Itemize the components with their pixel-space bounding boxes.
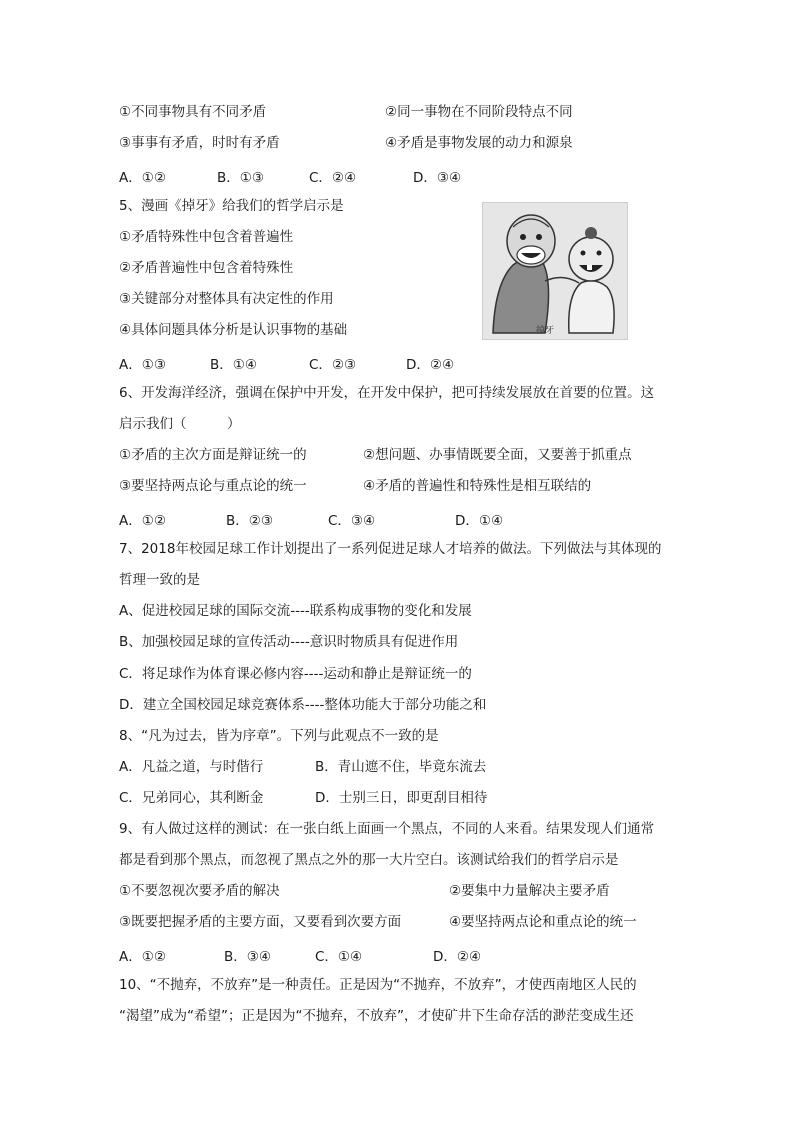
q6-stem-line-2: 启示我们（ ） (119, 416, 241, 432)
q6-option-d: D．①④ (455, 513, 504, 529)
q9-statement-1: ①不要忽视次要矛盾的解决 (119, 883, 280, 899)
q6-option-a: A．①② (119, 513, 166, 529)
q9-option-a: A．①② (119, 949, 166, 965)
q5-statement-4: ④具体问题具体分析是认识事物的基础 (119, 322, 348, 338)
q10-stem-line-2: “渴望”成为“希望”；正是因为“不抛弃，不放弃”，才使矿井下生命存活的渺茫变成生还 (119, 1008, 634, 1024)
q9-statement-3: ③既要把握矛盾的主要方面，又要看到次要方面 (119, 914, 402, 930)
q6-statement-4: ④矛盾的普遍性和特殊性是相互联结的 (363, 478, 592, 494)
q4-statement-3: ③事事有矛盾，时时有矛盾 (119, 135, 280, 151)
q7-stem-line-2: 哲理一致的是 (119, 572, 200, 588)
q5-statement-1: ①矛盾特殊性中包含着普遍性 (119, 229, 294, 245)
q7-option-b: B、加强校园足球的宣传活动----意识时物质具有促进作用 (119, 634, 459, 650)
q4-statement-2: ②同一事物在不同阶段特点不同 (385, 104, 573, 120)
q6-option-b: B．②③ (226, 513, 273, 529)
q7-stem-line-1: 7、2018年校园足球工作计划提出了一系列促进足球人才培养的做法。下列做法与其体现的 (119, 541, 662, 557)
q8-option-a: A．凡益之道，与时偕行 (119, 759, 264, 775)
q7-option-a: A、促进校园足球的国际交流----联系构成事物的变化和发展 (119, 603, 472, 619)
q7-option-c: C．将足球作为体育课必修内容----运动和静止是辩证统一的 (119, 666, 472, 682)
q9-stem-line-2: 都是看到那个黑点，而忽视了黑点之外的那一大片空白。该测试给我们的哲学启示是 (119, 852, 619, 868)
q9-option-c: C．①④ (315, 949, 363, 965)
cartoon-image (482, 202, 628, 340)
q9-option-b: B．③④ (224, 949, 271, 965)
q6-statement-2: ②想问题、办事情既要全面，又要善于抓重点 (363, 447, 632, 463)
q9-statement-2: ②要集中力量解决主要矛盾 (449, 883, 610, 899)
q10-stem-line-1: 10、“不抛弃，不放弃”是一种责任。正是因为“不抛弃，不放弃”，才使西南地区人民的 (119, 977, 637, 993)
q9-statement-4: ④要坚持两点论和重点论的统一 (449, 914, 637, 930)
q4-statement-1: ①不同事物具有不同矛盾 (119, 104, 267, 120)
q4-option-b: B．①③ (217, 170, 264, 186)
cartoon-drawing (483, 203, 627, 339)
cartoon-caption: 掉牙 (536, 326, 555, 336)
q9-option-d: D．②④ (433, 949, 482, 965)
q9-stem-line-1: 9、有人做过这样的测试：在一张白纸上面画一个黑点，不同的人来看。结果发现人们通常 (119, 821, 655, 837)
q8-option-c: C．兄弟同心，其利断金 (119, 790, 264, 806)
q5-statement-2: ②矛盾普遍性中包含着特殊性 (119, 260, 294, 276)
q4-option-a: A．①② (119, 170, 166, 186)
q5-option-d: D．②④ (406, 357, 455, 373)
q5-option-a: A．①③ (119, 357, 166, 373)
q5-statement-3: ③关键部分对整体具有决定性的作用 (119, 291, 334, 307)
q8-option-b: B．青山遮不住，毕竟东流去 (315, 759, 487, 775)
q6-statement-1: ①矛盾的主次方面是辩证统一的 (119, 447, 307, 463)
q8-stem: 8、“凡为过去，皆为序章”。下列与此观点不一致的是 (119, 728, 439, 744)
q6-option-c: C．③④ (328, 513, 376, 529)
q4-option-d: D．③④ (413, 170, 462, 186)
q5-stem: 5、漫画《掉牙》给我们的哲学启示是 (119, 198, 344, 214)
q7-option-d: D．建立全国校园足球竞赛体系----整体功能大于部分功能之和 (119, 697, 487, 713)
q4-option-c: C．②④ (309, 170, 357, 186)
q6-stem-line-1: 6、开发海洋经济，强调在保护中开发，在开发中保护，把可持续发展放在首要的位置。这 (119, 385, 655, 401)
q5-option-c: C．②③ (309, 357, 357, 373)
q5-option-b: B．①④ (210, 357, 257, 373)
q8-option-d: D．士别三日，即更刮目相待 (315, 790, 488, 806)
q6-statement-3: ③要坚持两点论与重点论的统一 (119, 478, 307, 494)
q4-statement-4: ④矛盾是事物发展的动力和源泉 (385, 135, 573, 151)
